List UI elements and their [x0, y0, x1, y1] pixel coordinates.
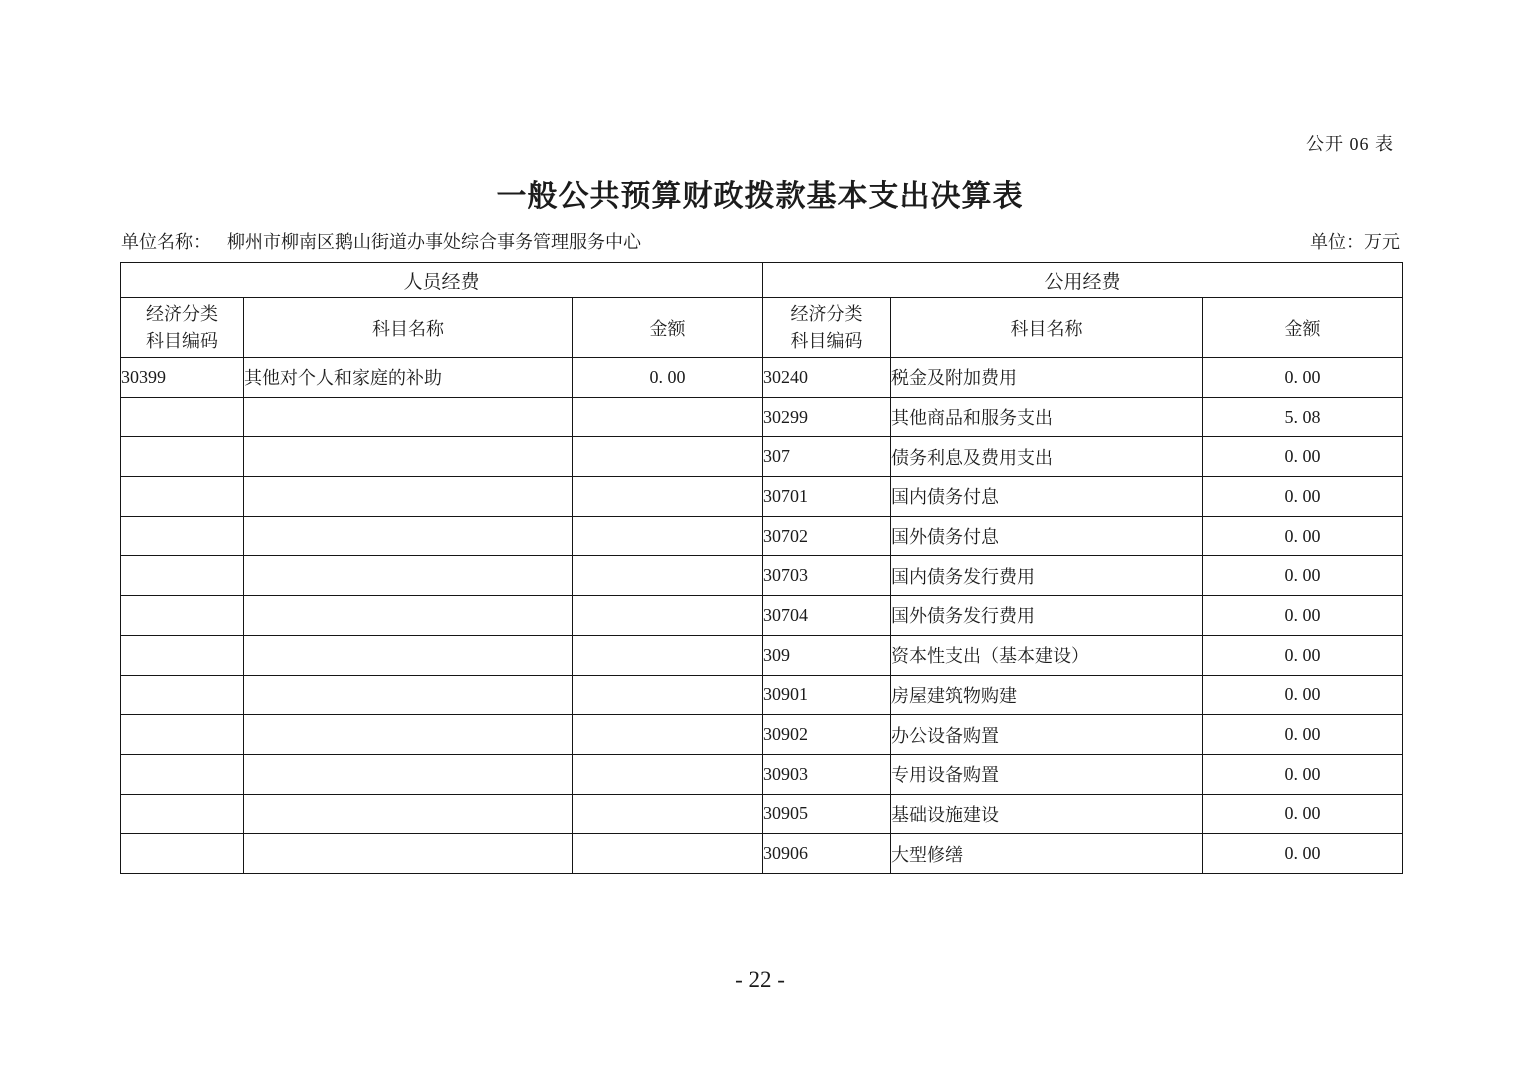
table-row — [121, 437, 1403, 477]
right-name-cell: 房屋建筑物购建 — [891, 675, 1203, 715]
col-header-code-left-line2: 科目编码 — [146, 330, 218, 351]
left-name-cell — [244, 675, 573, 715]
left-name-cell — [244, 516, 573, 556]
right-amount-cell: 0. 00 — [1203, 556, 1403, 596]
page-title: 一般公共预算财政拨款基本支出决算表 — [496, 180, 1024, 213]
col-header-name-right: 科目名称 — [891, 298, 1203, 358]
right-name-cell: 大型修缮 — [891, 834, 1203, 874]
table-row — [121, 556, 1403, 596]
col-header-code-right — [763, 298, 891, 358]
left-code-cell — [121, 754, 244, 794]
right-amount-cell: 0. 00 — [1203, 715, 1403, 755]
left-code-cell — [121, 715, 244, 755]
col-header-amount-right: 金额 — [1203, 298, 1403, 358]
left-code-cell — [121, 516, 244, 556]
left-name-cell — [244, 754, 573, 794]
left-name-cell — [244, 635, 573, 675]
table-row — [121, 358, 1403, 398]
unit-name-value: 柳州市柳南区鹅山街道办事处综合事务管理服务中心 — [227, 232, 641, 252]
table-row — [121, 397, 1403, 437]
right-code-cell: 30906 — [763, 834, 891, 874]
left-code-cell — [121, 556, 244, 596]
unit-info-row — [121, 228, 1400, 254]
right-code-cell: 309 — [763, 635, 891, 675]
doc-form-label: 公开 06 表 — [1306, 134, 1394, 154]
left-amount-cell — [573, 635, 763, 675]
right-name-cell: 其他商品和服务支出 — [891, 397, 1203, 437]
left-amount-cell — [573, 397, 763, 437]
left-name-cell — [244, 556, 573, 596]
left-code-cell — [121, 675, 244, 715]
left-amount-cell — [573, 596, 763, 636]
table-row — [121, 794, 1403, 834]
left-code-cell — [121, 794, 244, 834]
right-code-cell: 30704 — [763, 596, 891, 636]
table-row — [121, 477, 1403, 517]
unit-name-group — [121, 228, 641, 254]
left-name-cell — [244, 477, 573, 517]
table-row — [121, 754, 1403, 794]
right-code-cell: 30299 — [763, 397, 891, 437]
left-code-cell — [121, 397, 244, 437]
right-code-cell: 307 — [763, 437, 891, 477]
right-name-cell: 国外债务发行费用 — [891, 596, 1203, 636]
section-header-personnel: 人员经费 — [121, 263, 763, 298]
left-name-cell: 其他对个人和家庭的补助 — [244, 358, 573, 398]
right-amount-cell: 0. 00 — [1203, 358, 1403, 398]
unit-scale-label: 单位：万元 — [1310, 232, 1400, 252]
col-header-name-left: 科目名称 — [244, 298, 573, 358]
unit-name-label: 单位名称： — [121, 232, 211, 252]
left-amount-cell — [573, 556, 763, 596]
left-code-cell — [121, 635, 244, 675]
left-code-cell — [121, 477, 244, 517]
section-header-row — [121, 263, 1403, 298]
right-name-cell: 国外债务付息 — [891, 516, 1203, 556]
left-amount-cell — [573, 794, 763, 834]
right-name-cell: 办公设备购置 — [891, 715, 1203, 755]
left-name-cell — [244, 715, 573, 755]
left-code-cell: 30399 — [121, 358, 244, 398]
right-code-cell: 30903 — [763, 754, 891, 794]
left-amount-cell — [573, 834, 763, 874]
right-name-cell: 基础设施建设 — [891, 794, 1203, 834]
right-code-cell: 30703 — [763, 556, 891, 596]
col-header-code-left — [121, 298, 244, 358]
left-amount-cell: 0. 00 — [573, 358, 763, 398]
right-amount-cell: 5. 08 — [1203, 397, 1403, 437]
left-name-cell — [244, 834, 573, 874]
right-name-cell: 国内债务发行费用 — [891, 556, 1203, 596]
right-code-cell: 30702 — [763, 516, 891, 556]
left-name-cell — [244, 397, 573, 437]
left-name-cell — [244, 437, 573, 477]
table-row — [121, 675, 1403, 715]
right-amount-cell: 0. 00 — [1203, 596, 1403, 636]
right-code-cell: 30240 — [763, 358, 891, 398]
col-header-code-right-line1: 经济分类 — [790, 303, 863, 324]
right-amount-cell: 0. 00 — [1203, 675, 1403, 715]
right-name-cell: 税金及附加费用 — [891, 358, 1203, 398]
table-row — [121, 834, 1403, 874]
left-code-cell — [121, 437, 244, 477]
column-header-row — [121, 298, 1403, 358]
page-number: - 22 - — [735, 967, 785, 992]
right-amount-cell: 0. 00 — [1203, 834, 1403, 874]
right-name-cell: 资本性支出（基本建设） — [891, 635, 1203, 675]
table-row — [121, 635, 1403, 675]
right-code-cell: 30901 — [763, 675, 891, 715]
left-amount-cell — [573, 715, 763, 755]
right-name-cell: 国内债务付息 — [891, 477, 1203, 517]
left-name-cell — [244, 596, 573, 636]
section-header-public: 公用经费 — [763, 263, 1403, 298]
col-header-code-left-line1: 经济分类 — [146, 303, 218, 324]
left-name-cell — [244, 794, 573, 834]
right-amount-cell: 0. 00 — [1203, 516, 1403, 556]
left-amount-cell — [573, 437, 763, 477]
left-amount-cell — [573, 516, 763, 556]
table-row — [121, 596, 1403, 636]
left-amount-cell — [573, 675, 763, 715]
table-row — [121, 516, 1403, 556]
left-code-cell — [121, 596, 244, 636]
right-code-cell: 30701 — [763, 477, 891, 517]
right-amount-cell: 0. 00 — [1203, 754, 1403, 794]
table-row — [121, 715, 1403, 755]
right-amount-cell: 0. 00 — [1203, 477, 1403, 517]
expenditure-table — [120, 262, 1403, 874]
right-amount-cell: 0. 00 — [1203, 794, 1403, 834]
col-header-code-right-line2: 科目编码 — [790, 330, 863, 351]
right-code-cell: 30902 — [763, 715, 891, 755]
right-name-cell: 债务利息及费用支出 — [891, 437, 1203, 477]
left-amount-cell — [573, 477, 763, 517]
left-amount-cell — [573, 754, 763, 794]
right-code-cell: 30905 — [763, 794, 891, 834]
left-code-cell — [121, 834, 244, 874]
right-amount-cell: 0. 00 — [1203, 437, 1403, 477]
right-amount-cell: 0. 00 — [1203, 635, 1403, 675]
right-name-cell: 专用设备购置 — [891, 754, 1203, 794]
col-header-amount-left: 金额 — [573, 298, 763, 358]
